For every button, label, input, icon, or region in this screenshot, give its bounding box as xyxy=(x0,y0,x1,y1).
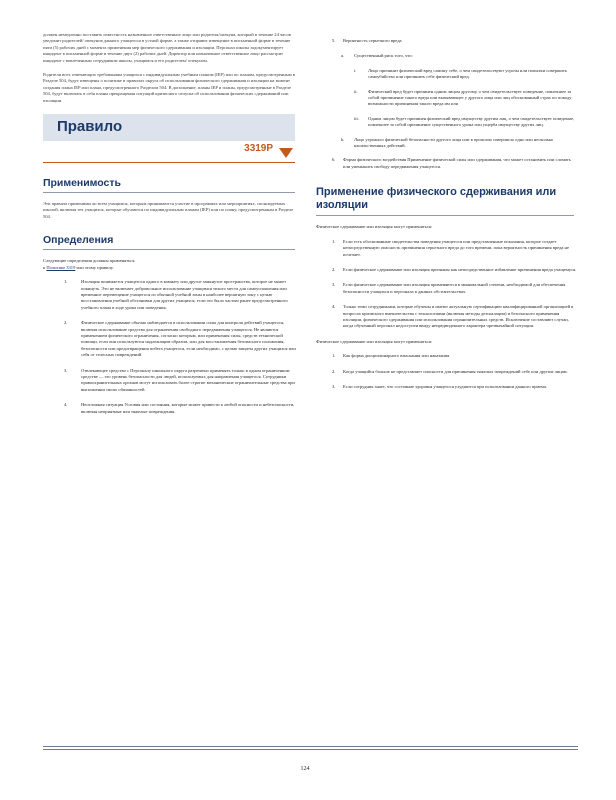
item-number: 1. xyxy=(332,238,336,244)
sub-item xyxy=(316,53,578,59)
intro-paragraph: должен немедленно поставить известность назначенное ответственное лицо или родителя/опекуна, который в течение 24 часов уведомит родителей/ опекунов данного учащегося в устной форме, а также отправит извещение в письменной форме в течение пяти (5) рабочих дней с момента применения мер физического сдерживания и изоляции. Персонал школы задокументирует инцидент в письменной форме в течение двух (2) рабочих дней. Директор или назначенное ответственное лицо рассмотрит инцидент с вовлеченным сотрудником школы, учащимся и его родителем/ опекуном. xyxy=(43,32,291,63)
section-lead-1: Физическое сдерживание или изоляция могут применяться: xyxy=(316,224,433,230)
parent-notice-paragraph: Родители всех отвечающих требованиям учащихся с индивидуальным учебным планом (IEP) или по планам, предусмотренным в Разделе 504, будут извещены о политике и правилах округа об использовании физического сдерживания и изоляции на момент создания плана IEP или плана, предусмотренного Разделом 504. В дополнение, планы IEP и планы, предусмотренные в Разделе 504, будут включать в себя планы прекращения ситуаций кризисного отпуска об использовании физических сдерживаний или изоляции. xyxy=(43,72,295,103)
policy-link[interactable]: Политике 3319 xyxy=(46,264,76,270)
item-number: 4. xyxy=(64,402,68,408)
item-number: 4. xyxy=(332,304,336,310)
item-number: 2. xyxy=(332,368,336,374)
section-heading: Применение физического сдерживания или изоляции xyxy=(316,186,574,216)
item-text: Если сотрудник знает, что состояние здоровья учащегося ухудшится при использовании данного приема. xyxy=(343,383,548,389)
item-text: Когда учащийся больше не представляет опасности для причинения тяжелых повреждений себе или другим лицам. xyxy=(343,368,568,374)
definitions-lead-to: к xyxy=(43,264,46,270)
applicability-heading: Применимость xyxy=(43,177,295,193)
sub-sub-item xyxy=(316,68,578,81)
sub-letter: b. xyxy=(341,136,345,142)
page-number: 124 xyxy=(300,766,310,772)
item-text: Физическое сдерживание обычно наблюдается в использовании силы для контроля действий учащегося, включая использование средства для ограничения свободного передвижения учащегося. Не являются применением физического ограничения, согласно которым, или применения силы, средств технической помощи, если они используются надлежащим образом, или для восстановления безопасного положения, безопасности или предотвращения побега учащегося, если необходимо, с целью защиты других учащихся или себя от телесных повреждений. xyxy=(81,320,296,358)
sub-sub-text: Одним лицом будет причинен физический вред имуществу другим лиц, о чем свидетельствует поведение, повлекшее за собой причинение существенного урона или ущерба имуществу других лиц. xyxy=(368,115,575,128)
list-item xyxy=(316,369,578,375)
list-item xyxy=(43,320,299,358)
sub-text: Существенный риск того, что: xyxy=(354,53,413,59)
item-number: 3. xyxy=(64,367,68,373)
item-number: 6. xyxy=(332,157,336,163)
item-text: Форма физического воздействия Применение физической силы или сдерживания, что может остановить или сломать или уменьшить свободу передвижения учащегося. xyxy=(343,157,571,169)
item-number: 3. xyxy=(332,383,336,389)
rule-number: 3319P xyxy=(244,143,273,155)
list-item xyxy=(316,282,578,295)
restrictions-list xyxy=(316,353,578,390)
sub-sub-text: Физический вред будет причинен одним лицом другому, о чем свидетельствует поведение, повлекшее за собой причинение такого вреда или вызывающее у другого лица или лиц обоснованный страх по поводу возможности причинения такого вреда им или xyxy=(368,88,572,107)
footer-divider xyxy=(43,746,578,747)
list-item xyxy=(43,368,299,394)
list-item xyxy=(316,38,578,44)
list-item xyxy=(316,304,578,330)
list-item xyxy=(43,279,299,311)
section-lead-2: Физическое сдерживание или изоляция могут применяться: xyxy=(316,338,433,344)
item-text: Если есть обоснованные свидетельства поведения учащегося или представленные показания, которое создает непосредственную опасность причинения серьезного вреда до того времени, пока вероятность причинения вреда не исчезнет. xyxy=(343,238,570,257)
sub-text: Лицо угрожало физической безопасности другого лица или в прошлом совершило одно или несколько насильственных действий. xyxy=(354,136,554,149)
list-item xyxy=(316,239,578,258)
sub-sub-item xyxy=(316,89,578,108)
item-number: 3. xyxy=(332,282,336,288)
applicability-text: Эти правила применимы ко всем учащимся, которым принимаются участие в программах или мероприятиях, спонсируемых школой, включая тех учащихся, которые обучаются по индивидуальным планам (IEP) или по плану, предусмотренным в Разделе 504. xyxy=(43,201,294,219)
triangle-down-icon xyxy=(279,148,293,158)
item-text: Отвлекающее средство с Персоналу школьного округа разрешено применять только в одном ограниченном средстве — это уровень безопасности для людей, используемых для направления учащегося. Сотрудники правоохранительных органов могут использовать более строгие механические ограничительные средства при выполнении своих обязанностей. xyxy=(81,367,295,392)
footer-divider xyxy=(43,749,578,750)
list-item xyxy=(43,402,299,415)
definitions-lead-end: или этому правилу. xyxy=(76,264,114,270)
list-item xyxy=(316,353,578,359)
rule-banner xyxy=(43,114,295,141)
list-item xyxy=(316,157,578,170)
list-item xyxy=(316,267,578,273)
rule-divider xyxy=(43,162,295,163)
item-number: 5. xyxy=(332,38,336,43)
list-item xyxy=(316,384,578,390)
definitions-list-continued xyxy=(316,38,578,44)
conditions-list xyxy=(316,239,578,330)
roman-numeral: ii. xyxy=(354,88,358,94)
item-text: Если физическое сдерживание или изоляция признаны как непосредственное избавление причинения вреда учащемуся. xyxy=(343,266,577,272)
item-text: Как форма дисциплинарного взыскания или наказания xyxy=(343,353,450,359)
item-text: Если физическое сдерживание или изоляция применяются в минимальной степени, необходимой для обеспечения безопасности учащихся и персонала в данных обстоятельствах. xyxy=(343,282,566,294)
item-number: 1. xyxy=(64,279,68,285)
left-column xyxy=(43,32,299,424)
item-title: Вероятность серьезного вреда xyxy=(343,38,402,43)
item-text: Изоляция понимается учащегося одного в комнату или другое замкнутое пространство, которое не может покинуть. Это не включает добровольное использование учащимся тихого места для самоуспокоения или временное перемещение учащегося из обычной учебной зоны в наиболее вероятную зону с целью восстановления учебной обстановки для других учащихся, если это было частью ранее предусмотренного учебного плана в ходе урока или поведения. xyxy=(81,279,288,310)
item-number: 1. xyxy=(332,353,336,359)
right-column xyxy=(316,38,578,399)
roman-numeral: i. xyxy=(354,67,357,73)
roman-numeral: iii. xyxy=(354,115,359,121)
sub-letter: a. xyxy=(341,53,345,59)
item-number: 2. xyxy=(64,320,68,326)
definitions-lead xyxy=(43,258,299,271)
rule-title: Правило xyxy=(57,118,123,136)
definitions-heading: Определения xyxy=(43,234,295,250)
sub-sub-item xyxy=(316,116,578,129)
definitions-lead-text: Следующие определения должны применяться xyxy=(43,258,135,264)
item-number: 2. xyxy=(332,266,336,272)
definitions-list xyxy=(43,279,299,415)
sub-sub-text: Лицо причинит физический вред самому себе, о чем свидетельствуют угрозы или попытки совершить самоубийство или причинить себе физический вред. xyxy=(368,67,567,80)
sub-item xyxy=(316,137,578,150)
item-text: Неотложная ситуация Условия или состояния, которые может привести к любой опасности и небезопасности, включая неприятные или тяжелые повреждения. xyxy=(81,402,295,414)
item-text: Только теми сотрудниками, которые обучены и имеют актуальную сертификацию квалифицированной организацией в вопросах кризисного вмешательства с технологиями (включая методы деэскалации) и безопасного применения изоляции, физического сдерживания или использования ограничительных средств. Исключение составляют случаи, когда обученный персонал недоступен ввиду непредвиденного характера чрезвычайной ситуации. xyxy=(343,304,574,329)
rule-number-row xyxy=(43,141,295,163)
definitions-list-item6 xyxy=(316,157,578,170)
